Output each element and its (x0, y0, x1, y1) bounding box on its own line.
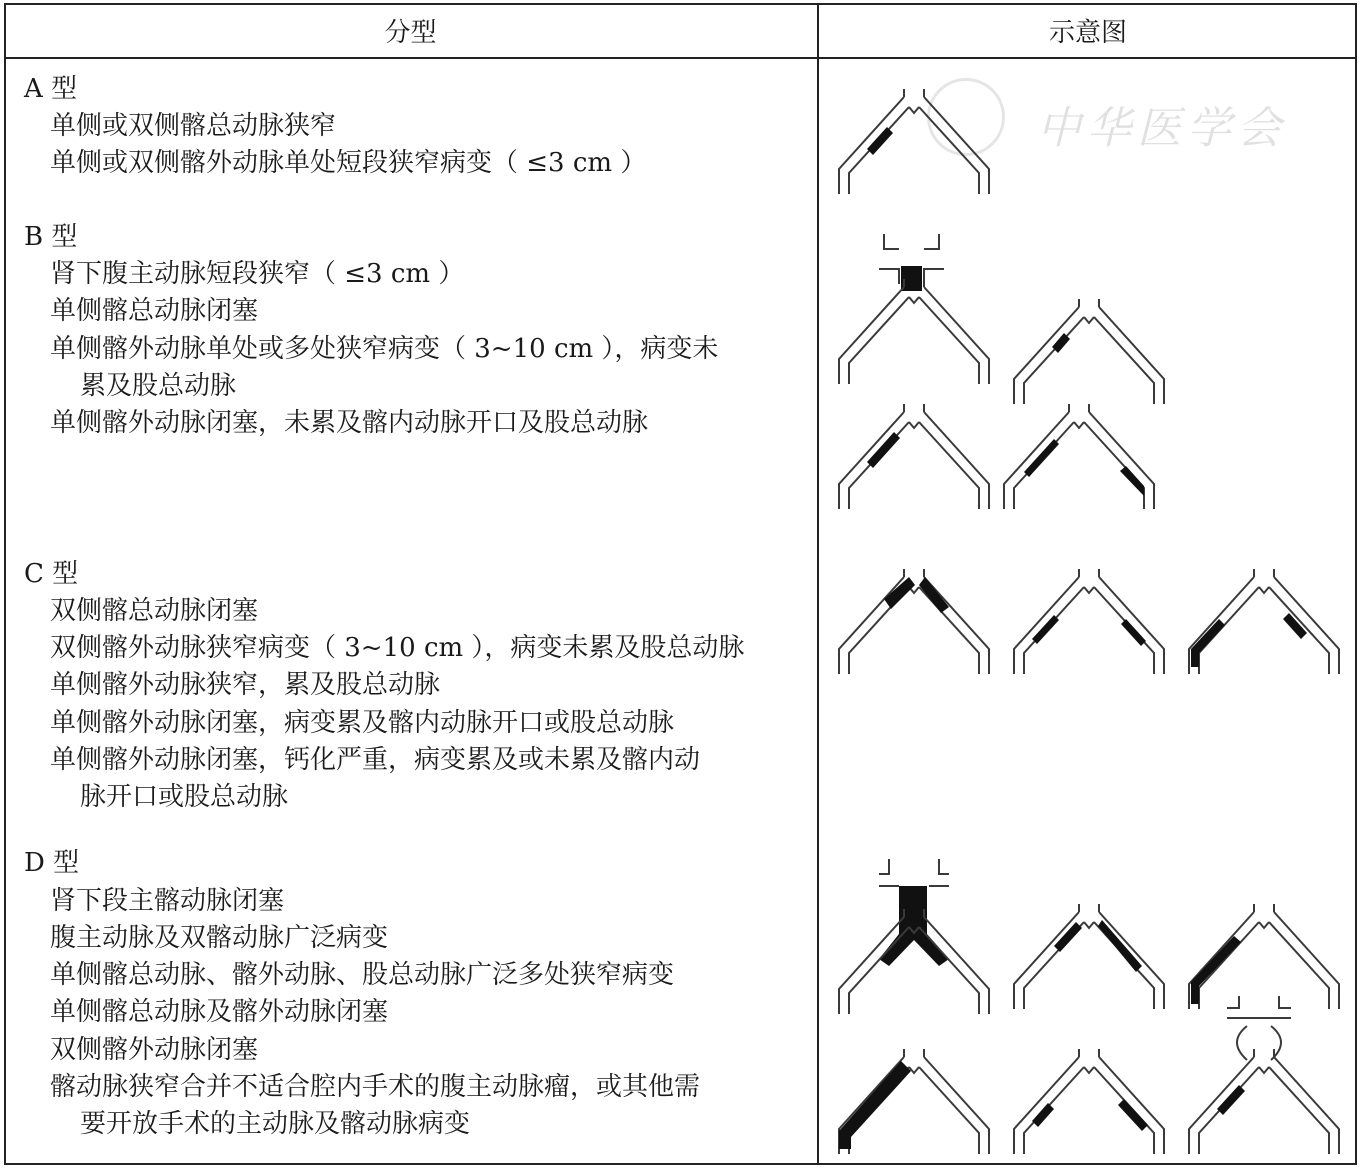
type-b-item: 单侧髂外动脉闭塞，未累及髂内动脉开口及股总动脉 (50, 408, 649, 438)
type-c-item: 单侧髂外动脉闭塞，钙化严重，病变累及或未累及髂内动 (50, 745, 701, 775)
diagram-type-c-1 (839, 569, 989, 674)
diagram-type-d-4 (839, 1049, 989, 1154)
type-d-title: D 型 (24, 848, 80, 878)
type-d-item: 腹主动脉及双髂动脉广泛病变 (50, 923, 389, 953)
diagram-type-b-1 (839, 234, 989, 384)
type-c-item: 单侧髂外动脉闭塞，病变累及髂内动脉开口或股总动脉 (50, 708, 675, 738)
type-d-item: 单侧髂总动脉及髂外动脉闭塞 (50, 997, 389, 1027)
type-d-item: 髂动脉狭窄合并不适合腔内手术的腹主动脉瘤，或其他需 (50, 1072, 701, 1102)
diagram-type-c-3 (1189, 569, 1339, 674)
type-c-item: 双侧髂总动脉闭塞 (50, 596, 259, 626)
diagram-type-b-2 (1014, 299, 1164, 404)
header-diagram: 示意图 (1048, 17, 1127, 48)
type-b-item: 肾下腹主动脉短段狭窄（ ≤3 cm ） (50, 259, 465, 289)
schematic-diagrams (819, 59, 1355, 1163)
diagram-type-b-4 (1004, 404, 1154, 509)
type-b-item-cont: 累及股总动脉 (80, 371, 237, 401)
header-type: 分型 (384, 17, 437, 48)
type-d-item: 肾下段主髂动脉闭塞 (50, 886, 285, 916)
diagram-type-d-1 (839, 859, 989, 1014)
type-a-title: A 型 (24, 74, 78, 104)
type-a-item: 单侧或双侧髂总动脉狭窄 (50, 111, 337, 141)
type-b-item: 单侧髂总动脉闭塞 (50, 296, 259, 326)
type-b-title: B 型 (24, 222, 78, 252)
type-d-item: 双侧髂外动脉闭塞 (50, 1035, 259, 1065)
diagram-type-a (839, 89, 989, 194)
watermark-text: 中华医学会 (1037, 103, 1287, 154)
type-a-item: 单侧或双侧髂外动脉单处短段狭窄病变（ ≤3 cm ） (50, 148, 647, 178)
diagram-type-d-3 (1189, 904, 1339, 1009)
diagram-type-c-2 (1014, 569, 1164, 674)
type-c-title: C 型 (24, 559, 79, 589)
diagram-type-d-5 (1014, 1049, 1164, 1154)
diagram-type-b-3 (839, 404, 989, 509)
diagram-type-d-2 (1014, 904, 1164, 1009)
type-c-item-cont: 脉开口或股总动脉 (80, 782, 289, 812)
type-b-item: 单侧髂外动脉单处或多处狭窄病变（ 3~10 cm ），病变未 (50, 334, 719, 364)
diagram-type-d-6 (1189, 996, 1339, 1154)
type-d-item-cont: 要开放手术的主动脉及髂动脉病变 (80, 1109, 471, 1139)
type-c-item: 单侧髂外动脉狭窄，累及股总动脉 (50, 670, 441, 700)
type-d-item: 单侧髂总动脉、髂外动脉、股总动脉广泛多处狭窄病变 (50, 960, 675, 990)
type-c-item: 双侧髂外动脉狭窄病变（ 3~10 cm ），病变未累及股总动脉 (50, 633, 745, 663)
